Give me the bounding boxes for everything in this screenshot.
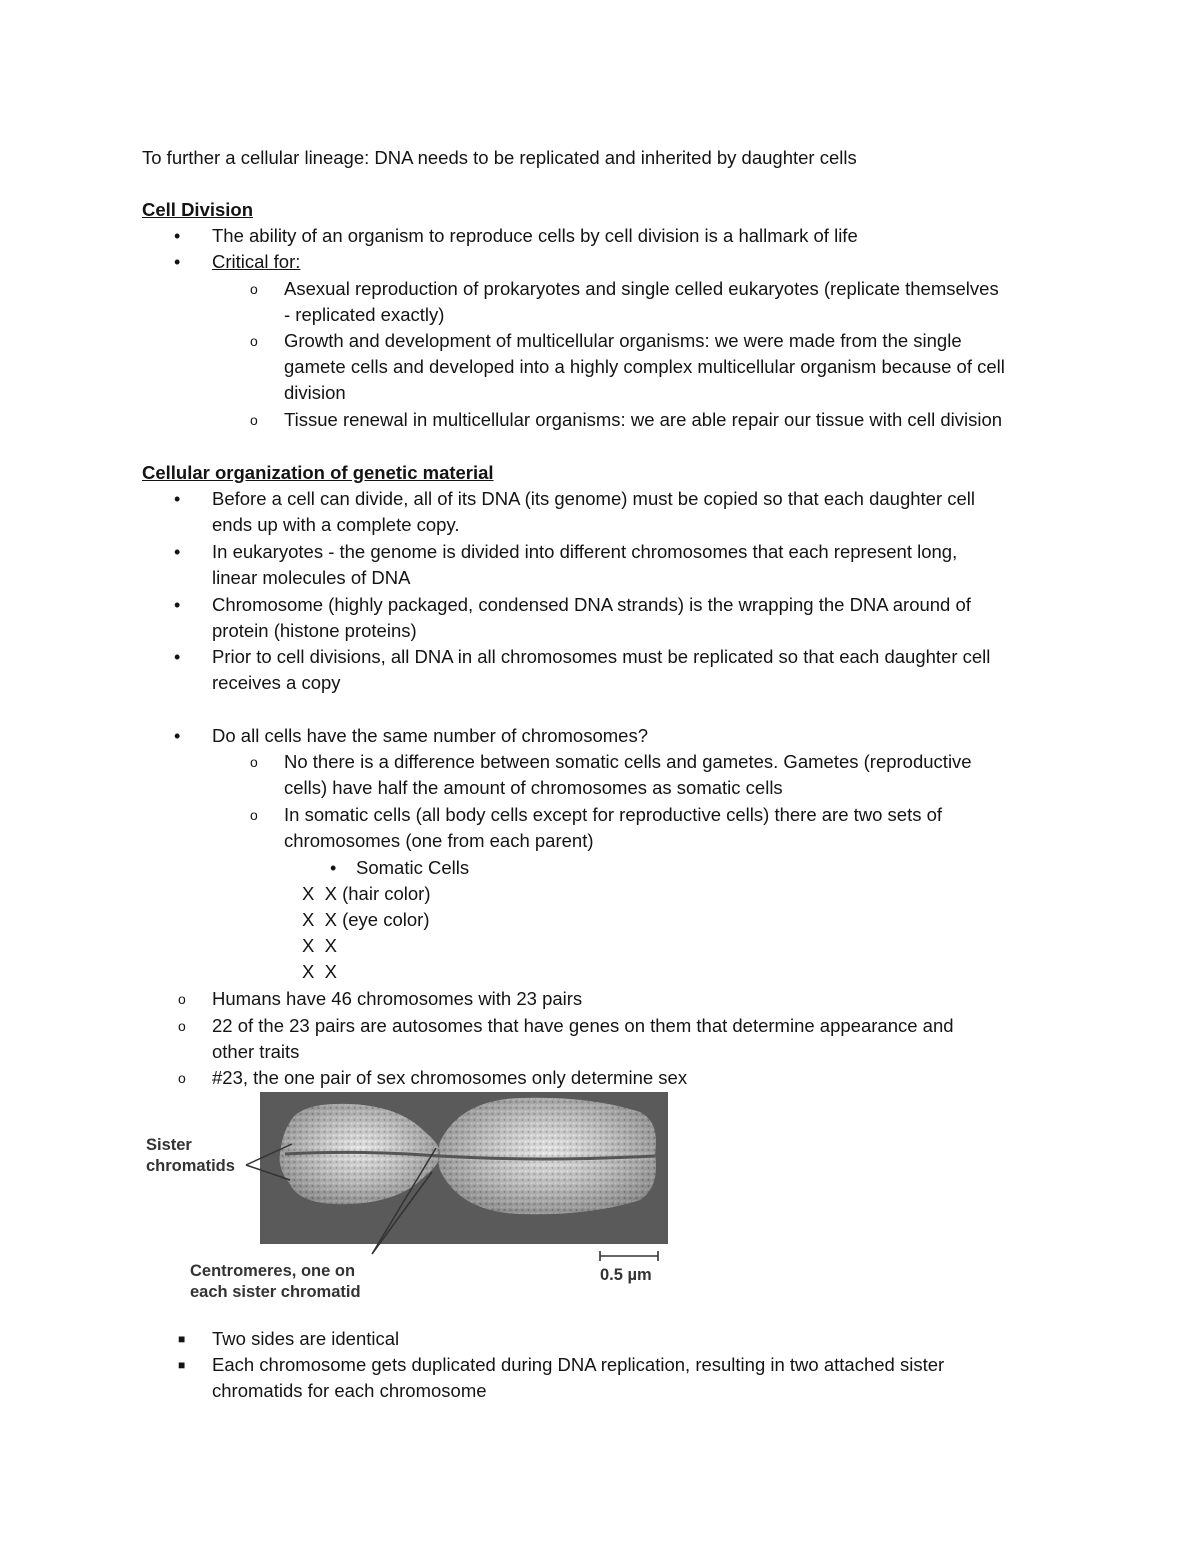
list-item: Prior to cell divisions, all DNA in all chromosomes must be replicated so that each daughter cell [212, 646, 991, 667]
heading-cell-division: Cell Division [142, 199, 254, 220]
list-item-cont: gamete cells and developed into a highly complex multicellular organism because of cell [284, 356, 1005, 377]
chromosome-pair-row: X X (eye color) [302, 909, 430, 930]
list-item: In somatic cells (all body cells except for reproductive cells) there are two sets of [284, 804, 943, 825]
scale-bar [600, 1251, 658, 1261]
circle-bullet-icon: o [250, 412, 258, 428]
bullet-icon: • [174, 489, 181, 509]
question-item: Do all cells have the same number of chromosomes? [212, 725, 648, 746]
list-item: Humans have 46 chromosomes with 23 pairs [212, 988, 583, 1009]
chromosome-pair-row: X X (hair color) [302, 883, 431, 904]
bullet-icon: • [174, 252, 181, 272]
sister-label-line1: Sister [146, 1136, 192, 1154]
square-bullet-icon: ■ [178, 1332, 186, 1346]
list-item: 22 of the 23 pairs are autosomes that have genes on them that determine appearance and [212, 1015, 954, 1036]
list-item-cont: linear molecules of DNA [212, 567, 411, 588]
list-item: Before a cell can divide, all of its DNA (its genome) must be copied so that each daughter cell [212, 488, 976, 509]
list-item-cont: other traits [212, 1041, 300, 1062]
centromere-label-line2: each sister chromatid [190, 1283, 361, 1301]
list-item-cont: - replicated exactly) [284, 304, 445, 325]
circle-bullet-icon: o [250, 281, 258, 297]
somatic-cells-label: Somatic Cells [356, 857, 470, 878]
list-item: Two sides are identical [212, 1328, 400, 1349]
circle-bullet-icon: o [250, 333, 258, 349]
list-item: No there is a difference between somatic cells and gametes. Gametes (reproductive [284, 751, 972, 772]
circle-bullet-icon: o [250, 807, 258, 823]
critical-for-label: Critical for: [212, 251, 301, 272]
list-item-cont: cells) have half the amount of chromosomes as somatic cells [284, 777, 783, 798]
chromosome-pair-row: X X [302, 961, 337, 982]
list-item: Chromosome (highly packaged, condensed DNA strands) is the wrapping the DNA around of [212, 594, 971, 615]
list-item-cont: chromosomes (one from each parent) [284, 830, 594, 851]
sister-label-line2: chromatids [146, 1157, 235, 1175]
circle-bullet-icon: o [250, 754, 258, 770]
list-item: #23, the one pair of sex chromosomes only determine sex [212, 1067, 688, 1088]
circle-bullet-icon: o [178, 991, 186, 1007]
bullet-icon: • [174, 542, 181, 562]
scale-label: 0.5 µm [600, 1266, 652, 1284]
chromosome-image [280, 1098, 656, 1214]
list-item-cont: protein (histone proteins) [212, 620, 417, 641]
list-item: Tissue renewal in multicellular organisms: we are able repair our tissue with cell division [284, 409, 1003, 430]
circle-bullet-icon: o [178, 1018, 186, 1034]
list-item: In eukaryotes - the genome is divided into different chromosomes that each represent long, [212, 541, 958, 562]
bullet-icon: • [174, 726, 181, 746]
list-item: Each chromosome gets duplicated during DNA replication, resulting in two attached sister [212, 1354, 945, 1375]
bullet-icon: • [330, 858, 337, 878]
square-bullet-icon: ■ [178, 1358, 186, 1372]
list-item: Growth and development of multicellular organisms: we were made from the single [284, 330, 962, 351]
list-item: The ability of an organism to reproduce cells by cell division is a hallmark of life [212, 225, 858, 246]
bullet-icon: • [174, 647, 181, 667]
intro-text: To further a cellular lineage: DNA needs to be replicated and inherited by daughter cells [142, 147, 857, 168]
bullet-icon: • [174, 226, 181, 246]
list-item-cont: ends up with a complete copy. [212, 514, 460, 535]
list-item-cont: receives a copy [212, 672, 341, 693]
list-item: Asexual reproduction of prokaryotes and single celled eukaryotes (replicate themselves [284, 278, 999, 299]
list-item-cont: chromatids for each chromosome [212, 1380, 487, 1401]
heading-cellular-organization: Cellular organization of genetic material [142, 462, 494, 483]
chromosome-figure [140, 1092, 680, 1304]
centromere-label-line1: Centromeres, one on [190, 1262, 356, 1280]
chromosome-pair-row: X X [302, 935, 337, 956]
list-item-cont: division [284, 382, 346, 403]
bullet-icon: • [174, 595, 181, 615]
circle-bullet-icon: o [178, 1070, 186, 1086]
